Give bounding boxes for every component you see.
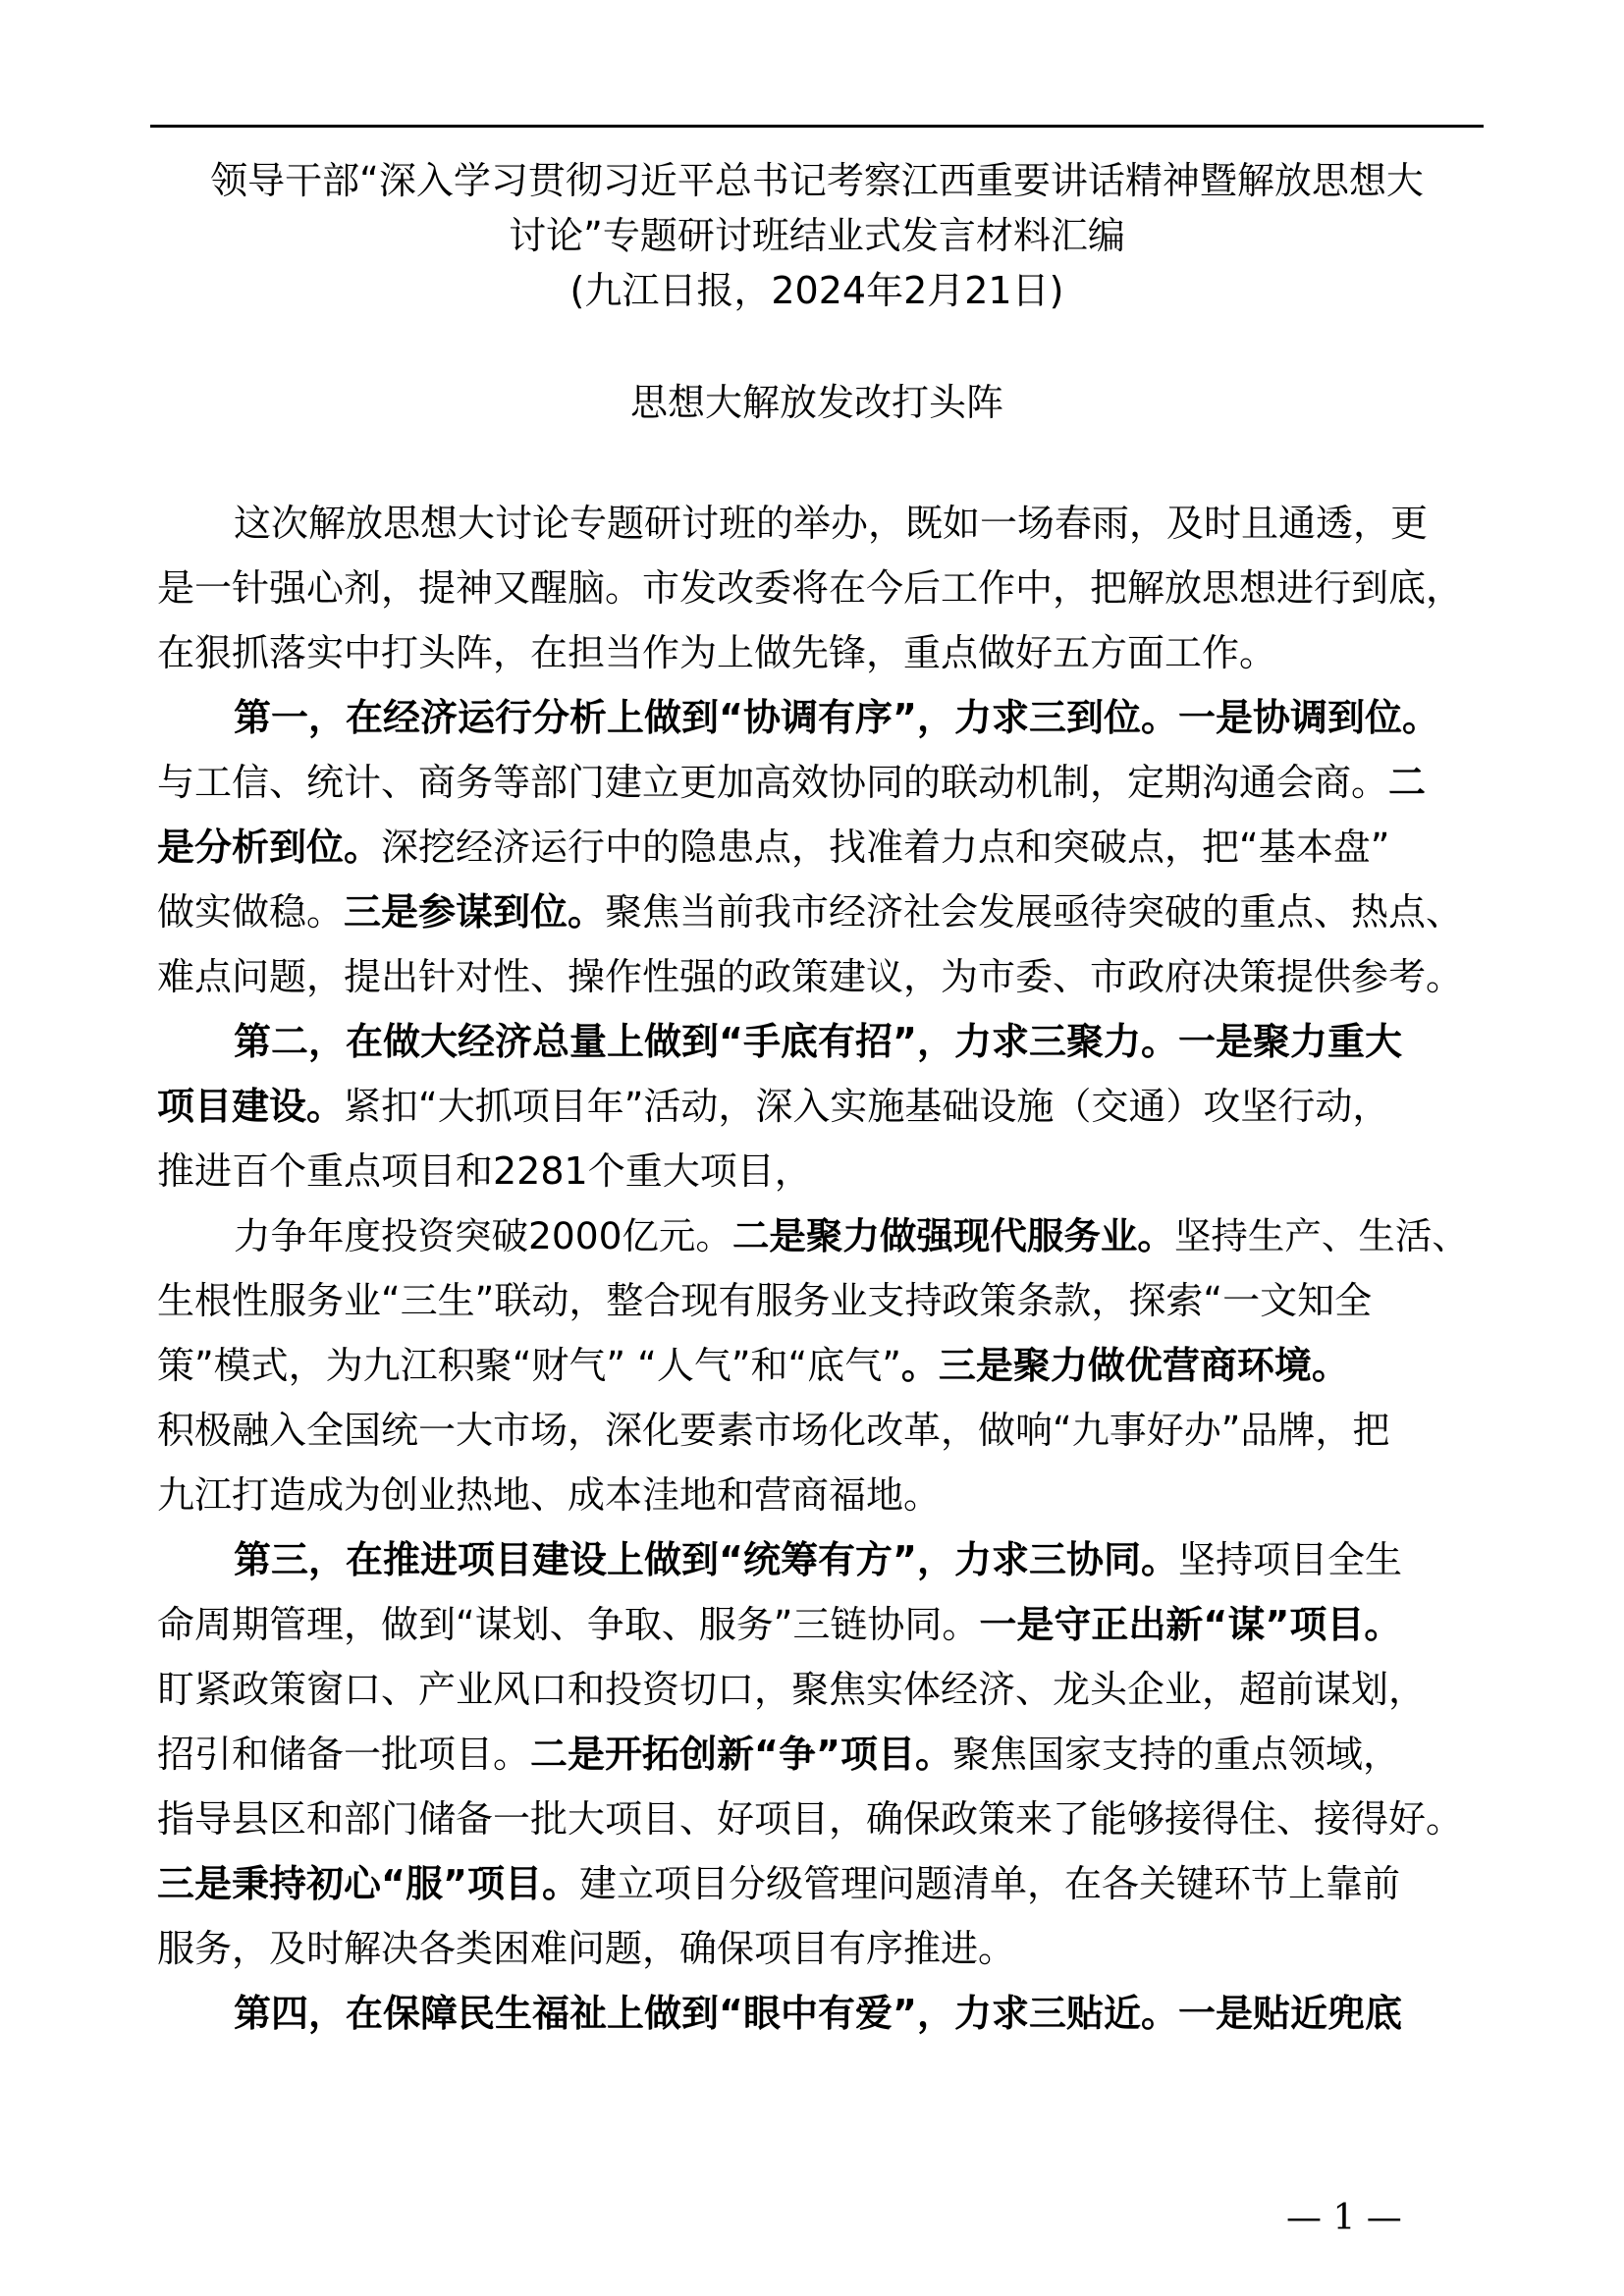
body-line [157, 1074, 1483, 1139]
text-run: 深挖经济运行中的隐患点，找准着力点和突破点，把“基本盘” [381, 826, 1390, 869]
body-line [157, 1787, 1483, 1851]
text-run: 聚焦当前我市经济社会发展亟待突破的重点、热点、 [605, 890, 1464, 934]
text-run-bold: 第三，在推进项目建设上做到“统筹有方”，力求三协同。 [234, 1538, 1178, 1581]
title-line-1: 领导干部“深入学习贯彻习近平总书记考察江西重要讲话精神暨解放思想大 [210, 159, 1424, 202]
body-line [157, 1139, 1483, 1203]
text-run-bold: 三是参谋到位。 [344, 890, 606, 934]
text-run-bold: 二 [1388, 761, 1427, 804]
body-line [157, 1657, 1483, 1722]
title-line-3: (九江日报，2024年2月21日) [569, 269, 1064, 312]
body-line [157, 1592, 1483, 1657]
body-line [157, 1333, 1483, 1398]
title-line-2: 讨论”专题研讨班结业式发言材料汇编 [509, 214, 1125, 257]
text-run-bold: 三是秉持初心“服”项目。 [157, 1862, 579, 1905]
body-line [157, 685, 1483, 750]
text-run: 与工信、统计、商务等部门建立更加高效协同的联动机制，定期沟通会商。 [157, 761, 1389, 804]
document-title [150, 153, 1484, 318]
body-line [157, 556, 1483, 620]
text-run: 命周期管理，做到“谋划、争取、服务”三链协同。 [157, 1603, 980, 1646]
text-run: 坚持生产、生活、 [1173, 1214, 1469, 1257]
text-run: 策”模式，为九江积聚“财气” “人气”和“底气” [157, 1344, 901, 1387]
text-run-bold: 二是聚力做强现代服务业。 [731, 1214, 1174, 1257]
text-run: 指导县区和部门储备一批大项目、好项目，确保政策来了能够接得住、接得好。 [157, 1797, 1464, 1841]
body-line [157, 1009, 1483, 1074]
text-run-bold: 二是开拓创新“争”项目。 [530, 1733, 952, 1776]
body-line [157, 1981, 1483, 2046]
text-run: 这次解放思想大讨论专题研讨班的举办，既如一场春雨，及时且通透，更 [234, 502, 1429, 545]
text-run: 招引和储备一批项目。 [157, 1733, 531, 1776]
text-run: 建立项目分级管理问题清单，在各关键环节上靠前 [578, 1862, 1400, 1905]
article-body [157, 491, 1483, 2046]
body-line [157, 815, 1483, 880]
body-line [157, 1722, 1483, 1787]
text-run-bold: 项目建设。 [157, 1085, 345, 1128]
text-run: 做实做稳。 [157, 890, 345, 934]
text-run-bold: 。三是聚力做优营商环境。 [900, 1344, 1349, 1387]
text-run-bold: 第四，在保障民生福祉上做到“眼中有爱”，力求三贴近。一是贴近兜底 [234, 1992, 1402, 2035]
text-run: 盯紧政策窗口、产业风口和投资切口，聚焦实体经济、龙头企业，超前谋划， [157, 1668, 1427, 1711]
body-line [157, 1398, 1483, 1463]
text-run: 坚持项目全生 [1177, 1538, 1402, 1581]
body-line [157, 1851, 1483, 1916]
body-line [157, 620, 1483, 685]
body-line [157, 880, 1483, 944]
text-run: 难点问题，提出针对性、操作性强的政策建议，为市委、市政府决策提供参考。 [157, 955, 1464, 998]
text-run-bold: 一是守正出新“谋”项目。 [979, 1603, 1402, 1646]
text-run: 推进百个重点项目和2281个重大项目， [157, 1149, 812, 1193]
body-line [157, 1916, 1483, 1981]
text-run: 生根性服务业“三生”联动，整合现有服务业支持政策条款，探索“一文知全 [157, 1279, 1373, 1322]
text-run: 紧扣“大抓项目年”活动，深入实施基础设施（交通）攻坚行动， [344, 1085, 1390, 1128]
header-rule [150, 125, 1484, 128]
text-run: 积极融入全国统一大市场，深化要素市场化改革，做响“九事好办”品牌，把 [157, 1409, 1390, 1452]
body-line [157, 1527, 1483, 1592]
text-run: 聚焦国家支持的重点领域， [951, 1733, 1400, 1776]
text-run: 在狠抓落实中打头阵，在担当作为上做先锋，重点做好五方面工作。 [157, 631, 1277, 674]
body-line [157, 1463, 1483, 1527]
article-title: 思想大解放发改打头阵 [629, 381, 1003, 424]
text-run-bold: 第一，在经济运行分析上做到“协调有序”，力求三到位。一是协调到位。 [234, 696, 1439, 739]
body-line [157, 750, 1483, 815]
text-run-bold: 是分析到位。 [157, 826, 382, 869]
body-line [157, 491, 1483, 556]
body-line [157, 944, 1483, 1009]
text-run: 服务，及时解决各类困难问题，确保项目有序推进。 [157, 1927, 1016, 1970]
page-number: — 1 — [1286, 2198, 1402, 2238]
text-run: 力争年度投资突破2000亿元。 [234, 1214, 732, 1257]
text-run: 是一针强心剂，提神又醒脑。市发改委将在今后工作中，把解放思想进行到底， [157, 566, 1464, 610]
text-run: 九江打造成为创业热地、成本洼地和营商福地。 [157, 1473, 942, 1517]
body-line [157, 1203, 1483, 1268]
text-run-bold: 第二，在做大经济总量上做到“手底有招”，力求三聚力。一是聚力重大 [234, 1020, 1402, 1063]
body-line [157, 1268, 1483, 1333]
